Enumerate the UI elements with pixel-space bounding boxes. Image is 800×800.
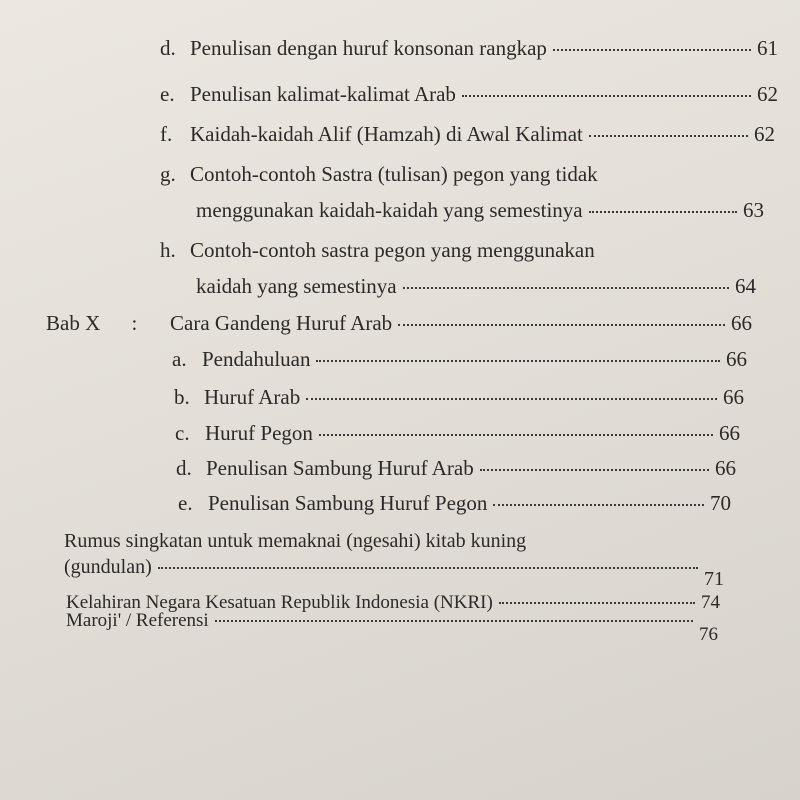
leader-dots bbox=[493, 504, 704, 506]
leader-dots bbox=[553, 49, 751, 51]
leader-dots bbox=[316, 360, 720, 362]
chapter-label bbox=[46, 311, 137, 336]
entry-title: menggunakan kaidah-kaidah yang semestinya bbox=[196, 198, 583, 222]
leader-dots bbox=[319, 434, 713, 436]
entry-title: kaidah yang semestinya bbox=[196, 274, 397, 298]
entry-title: Pendahuluan bbox=[202, 347, 311, 371]
entry-letter: d. bbox=[176, 456, 192, 480]
entry-title: Kaidah-kaidah Alif (Hamzah) di Awal Kalimat bbox=[190, 122, 583, 146]
chapter-title-entry bbox=[170, 311, 752, 336]
entry-page: 62 bbox=[757, 82, 778, 106]
leader-dots bbox=[158, 567, 698, 569]
entry-page: 61 bbox=[757, 36, 778, 60]
entry-title: Penulisan Sambung Huruf Arab bbox=[206, 456, 474, 480]
toc-entry-g bbox=[196, 198, 764, 223]
chapter-page: 66 bbox=[731, 311, 752, 335]
entry-page: 66 bbox=[715, 456, 736, 480]
chapter-entry-e bbox=[178, 491, 731, 516]
entry-page: 66 bbox=[719, 421, 740, 445]
entry-page: 71 bbox=[704, 568, 724, 590]
entry-title: Penulisan kalimat-kalimat Arab bbox=[190, 82, 456, 106]
leader-dots bbox=[589, 211, 737, 213]
toc-entry-h-line1 bbox=[160, 238, 595, 263]
toc-entry-f bbox=[160, 122, 775, 147]
chapter-entry-b bbox=[174, 385, 744, 410]
entry-letter: d. bbox=[160, 36, 176, 60]
entry-title: Contoh-contoh Sastra (tulisan) pegon yang tidak bbox=[190, 162, 598, 186]
leader-dots bbox=[306, 398, 717, 400]
entry-letter: a. bbox=[172, 347, 187, 371]
entry-title: Kelahiran Negara Kesatuan Republik Indonesia (NKRI) bbox=[66, 592, 493, 613]
entry-title: Maroji' / Referensi bbox=[66, 610, 209, 631]
entry-page: 76 bbox=[699, 624, 718, 645]
toc-entry-d bbox=[160, 36, 778, 61]
entry-title: Penulisan Sambung Huruf Pegon bbox=[208, 491, 488, 515]
leader-dots bbox=[499, 602, 695, 604]
leader-dots bbox=[398, 324, 725, 326]
maroji-entry bbox=[66, 610, 718, 645]
chapter-entry-c bbox=[175, 421, 740, 446]
toc-entry-e bbox=[160, 82, 778, 107]
entry-page: 63 bbox=[743, 198, 764, 222]
entry-title: (gundulan) bbox=[64, 556, 152, 578]
leader-dots bbox=[480, 469, 709, 471]
entry-title: Penulisan dengan huruf konsonan rangkap bbox=[190, 36, 547, 60]
entry-page: 66 bbox=[726, 347, 747, 371]
rumus-line1: Rumus singkatan untuk memaknai (ngesahi) kitab kuning bbox=[64, 530, 527, 552]
entry-page: 70 bbox=[710, 491, 731, 515]
entry-title: Huruf Arab bbox=[204, 385, 301, 409]
toc-entry-g-line1 bbox=[160, 162, 598, 187]
entry-letter: c. bbox=[175, 421, 190, 445]
toc-entry-h bbox=[196, 274, 756, 299]
entry-letter: b. bbox=[174, 385, 190, 409]
chapter-title: Cara Gandeng Huruf Arab bbox=[170, 311, 393, 335]
leader-dots bbox=[589, 135, 748, 137]
entry-page: 64 bbox=[735, 274, 756, 298]
chapter-number: Bab X bbox=[46, 311, 101, 335]
entry-letter: f. bbox=[160, 122, 173, 146]
entry-title: Huruf Pegon bbox=[205, 421, 313, 445]
entry-page: 74 bbox=[701, 592, 720, 613]
chapter-entry-a bbox=[172, 347, 747, 372]
entry-page: 62 bbox=[754, 122, 775, 146]
leader-dots bbox=[462, 95, 751, 97]
entry-letter: g. bbox=[160, 162, 176, 186]
entry-letter: h. bbox=[160, 238, 176, 262]
entry-title: Contoh-contoh sastra pegon yang menggunakan bbox=[190, 238, 595, 262]
entry-letter: e. bbox=[160, 82, 175, 106]
leader-dots bbox=[403, 287, 729, 289]
leader-dots bbox=[215, 620, 693, 622]
rumus-entry bbox=[64, 556, 724, 590]
chapter-entry-d bbox=[176, 456, 736, 481]
entry-letter: e. bbox=[178, 491, 193, 515]
entry-page: 66 bbox=[723, 385, 744, 409]
chapter-separator: : bbox=[131, 311, 138, 335]
